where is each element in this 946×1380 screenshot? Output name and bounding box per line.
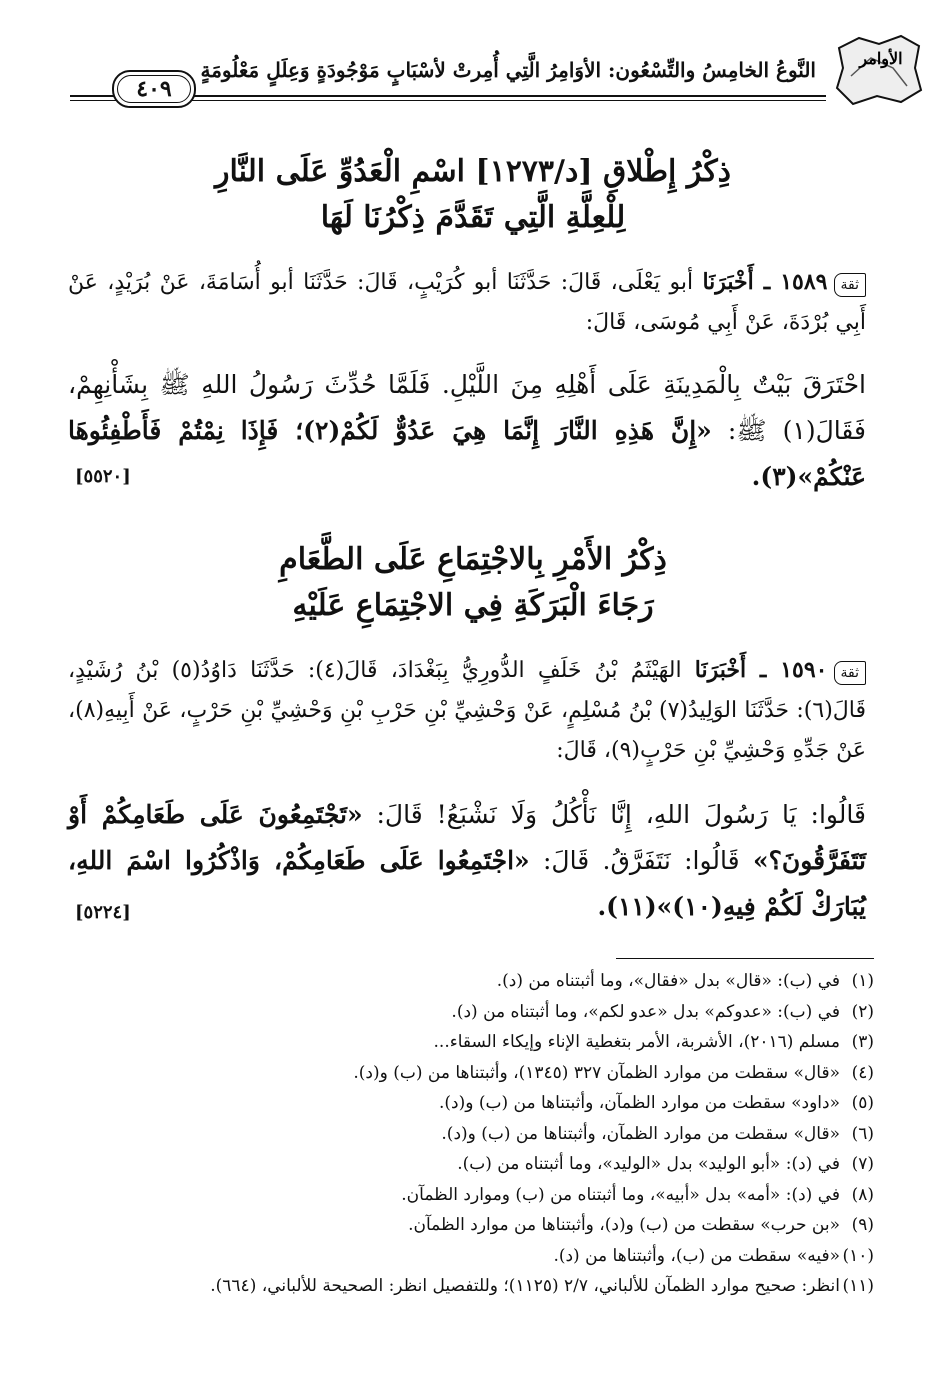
footnote xyxy=(90,1119,874,1150)
footnote-text: «داود» سقطت من موارد الظمآن، وأثبتناها من (ب) و(د). xyxy=(439,1093,840,1113)
hadith-1589-matn xyxy=(68,362,866,500)
footnote xyxy=(90,1271,874,1302)
section2-heading-line2: رَجَاءَ الْبَرَكَةِ فِي الاجْتِمَاعِ عَلَيْهِ xyxy=(292,588,654,623)
section1-heading-line1: ذِكْرُ إِطْلاقِ [د/١٢٧٣] اسْمِ الْعَدُوِّ عَلَى النَّارِ xyxy=(214,154,732,189)
section1-heading-line2: لِلْعِلَّةِ الَّتِي تَقَدَّمَ ذِكْرُنَا لَهَا xyxy=(320,200,626,235)
prophetic-saying: «إِنَّ هَذِهِ النَّارَ إِنَّمَا هِيَ عَدُوٌّ لَكُمْ(٢)؛ فَإِذَا نِمْتُمْ فَأَطْفِئُوهَا عَنْكُمْ»(٣). xyxy=(68,416,866,491)
footnote-text: «فيه» سقطت من (ب)، وأثبتناها من (د). xyxy=(553,1245,840,1266)
footnote-text: «قال» سقطت من موارد الظمآن، وأثبتناها من (ب) و(د). xyxy=(441,1123,840,1144)
hadith-number: ١٥٩٠ ـ أَخْبَرَنَا xyxy=(694,657,828,683)
footnote-number: (٩) xyxy=(851,1215,874,1235)
footnote xyxy=(90,1088,874,1119)
footnote-text: في (ب): «قال» بدل «فقال»، وما أثبتناه من (د). xyxy=(496,971,840,991)
matn-text: احْتَرَقَ بَيْتٌ بِالْمَدِينَةِ عَلَى أَهْلِهِ مِنَ اللَّيْلِ. فَلَمَّا حُدِّثَ رَسُولُ اللهِ ﷺ بِشَأْنِهِمْ، فَقَالَ(١) ﷺ: xyxy=(68,370,866,445)
footnote-number: (٢) xyxy=(851,1001,874,1022)
hadith-1590-matn xyxy=(68,792,866,930)
footnote xyxy=(90,1180,874,1211)
footnote xyxy=(90,1210,874,1241)
hadith-1589-isnad xyxy=(68,262,866,343)
footnote-text: «بن حرب» سقطت من (ب) و(د)، وأثبتناها من موارد الظمآن. xyxy=(408,1215,840,1235)
footnote-number: (١) xyxy=(851,971,874,991)
footnote xyxy=(90,1027,874,1058)
prophetic-question: «تَجْتَمِعُونَ عَلَى طَعَامِكُمْ أَوْ تَتَفَرَّقُونَ؟» xyxy=(68,800,866,875)
matn-text: قَالُوا: يَا رَسُولَ اللهِ، إِنَّا نَأْكُلُ وَلَا نَشْبَعُ! قَالَ: xyxy=(362,800,866,829)
footnote-number: (١١) xyxy=(842,1276,874,1296)
footnote-text: «قال» سقطت من موارد الظمآن ٣٢٧ (١٣٤٥)، وأثبتناها من (ب) و(د). xyxy=(353,1062,840,1083)
footnote-number: (٦) xyxy=(851,1123,874,1144)
footnote xyxy=(90,1058,874,1089)
footnote-number: (٧) xyxy=(851,1154,874,1174)
footnote-text: في (ب): «عدوكم» بدل «عدو لكم»، وما أثبتناه من (د). xyxy=(451,1001,840,1022)
matn-text-2: قَالُوا: نَتَفَرَّقُ. قَالَ: xyxy=(529,846,753,875)
prophetic-saying: «اجْتَمِعُوا عَلَى طَعَامِكُمْ، وَاذْكُرُوا اسْمَ اللهِ، يُبَارَكْ لَكُمْ فِيهِ(١٠)»(١١). xyxy=(68,846,866,921)
hadith-1590-isnad xyxy=(68,650,866,771)
footnote-text: في (د): «أمه» بدل «أبيه»، وما أثبتناه من (ب) وموارد الظمآن. xyxy=(401,1184,840,1205)
footnote xyxy=(90,997,874,1028)
footnote-text: في (د): «أبو الوليد» بدل «الوليد»، وما أثبتناه من (ب). xyxy=(457,1154,840,1174)
footnote-text: انظر: صحيح موارد الظمآن للألباني، ٢/٧ (١١٢٥)؛ وللتفصيل انظر: الصحيحة للألباني، (٦٦٤). xyxy=(210,1276,840,1296)
footnote xyxy=(90,1149,874,1180)
footnote-separator xyxy=(616,958,874,959)
book-logo xyxy=(831,30,926,110)
footnote-number: (٥) xyxy=(851,1093,874,1113)
isnad-text: الهَيْثَمُ بْنُ خَلَفٍ الدُّورِيُّ بِبَغْدَادَ، قَالَ(٤): حَدَّثَنَا دَاوُدُ(٥) بْنُ رُشَيْدٍ، قَالَ(٦): حَدَّثَنَا الوَلِيدُ(٧) بْنُ مُسْلِمٍ، عَنْ وَحْشِيِّ بْنِ حَرْبِ بْنِ وَحْشِيِّ بْنِ حَرْبٍ، عَنْ أَبِيهِ(٨)، عَنْ جَدِّهِ وَحْشِيِّ بْنِ حَرْبٍ(٩)، قَالَ: xyxy=(68,658,866,763)
hadith-number: ١٥٨٩ ـ أَخْبَرَنَا xyxy=(702,269,828,295)
reference-number: [٥٥٢٠] xyxy=(75,466,131,487)
footnote-number: (١٠) xyxy=(842,1245,874,1266)
footnote xyxy=(90,966,874,997)
footnote-number: (٤) xyxy=(851,1062,874,1083)
footnote-number: (٨) xyxy=(851,1184,874,1205)
reference-number: [٥٢٢٤] xyxy=(75,902,131,923)
isnad-text: أبو يَعْلَى، قَالَ: حَدَّثَنَا أبو كُرَيْبٍ، قَالَ: حَدَّثَنَا أبو أُسَامَةَ، عَنْ بُرَيْدٍ، عَنْ أَبِي بُرْدَةَ، عَنْ أَبِي مُوسَى، قَالَ: xyxy=(68,270,866,335)
grade-badge: ثقة xyxy=(834,273,866,297)
logo-label: الأوامر xyxy=(859,49,903,68)
running-title: النَّوعُ الخامِسُ والتِّسْعُون: الأوَامِرُ الَّتِي أُمِرتْ لأسْبَابٍ مَوْجُودَةٍ وَعِلَلٍ مَعْلُومَةٍ xyxy=(200,58,816,82)
section2-heading-line1: ذِكْرُ الأَمْرِ بِالاجْتِمَاعِ عَلَى الطَّعَامِ xyxy=(279,542,667,577)
footnotes xyxy=(90,966,874,1302)
grade-badge: ثقة xyxy=(834,661,866,685)
footnote xyxy=(90,1241,874,1272)
footnote-text: مسلم (٢٠١٦)، الأشربة، الأمر بتغطية الإناء وإيكاء السقاء... xyxy=(433,1032,840,1052)
page-number: ٤٠٩ xyxy=(112,70,196,108)
footnote-number: (٣) xyxy=(851,1032,874,1052)
